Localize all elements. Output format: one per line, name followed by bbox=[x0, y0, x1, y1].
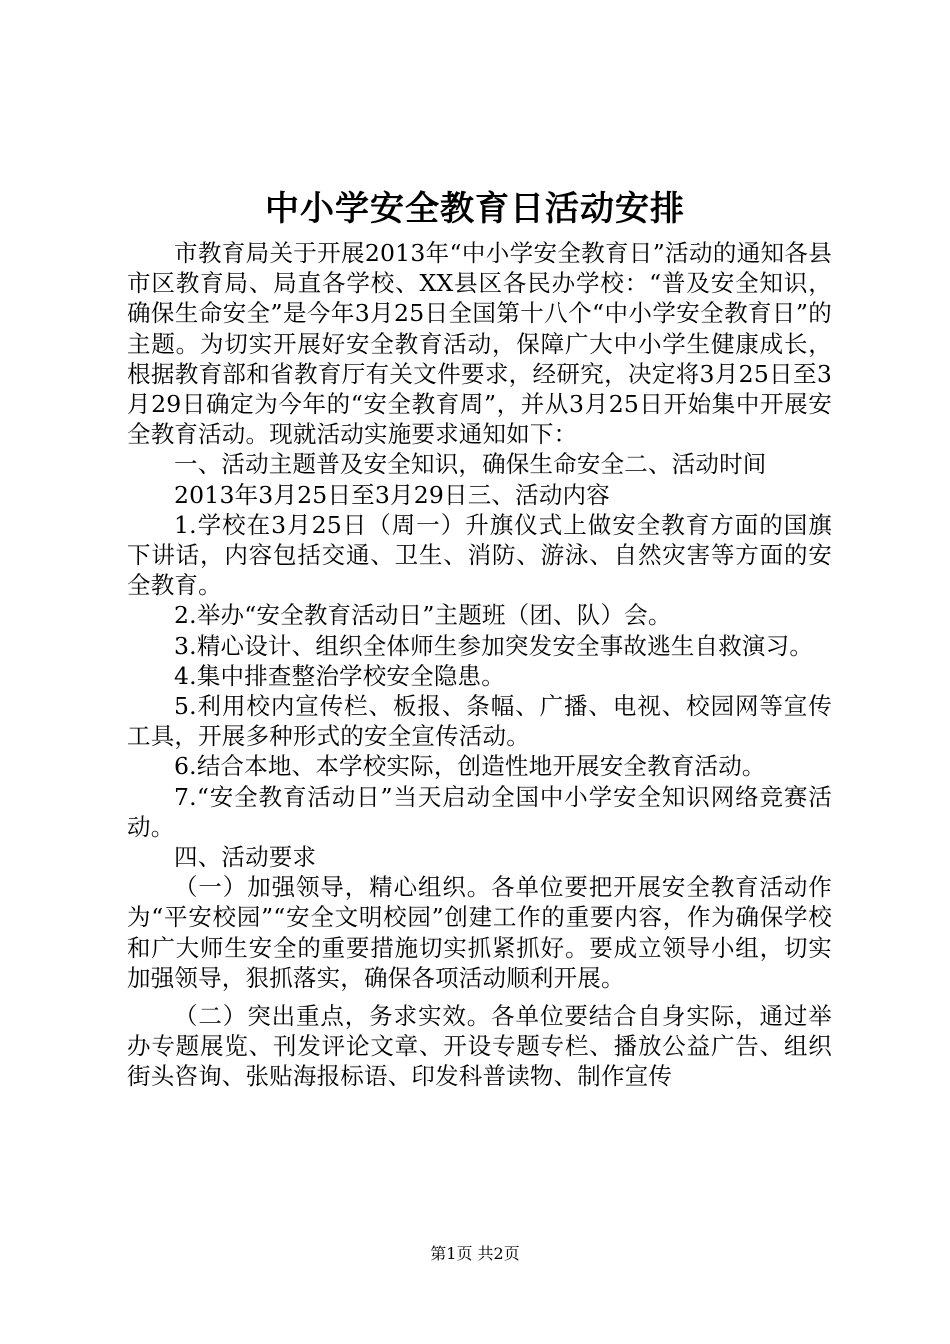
paragraph-item-7: 7.“安全教育活动日”当天启动全国中小学安全知识网络竞赛活动。 bbox=[127, 782, 832, 841]
paragraph-requirement-1: （一）加强领导，精心组织。各单位要把开展安全教育活动作为“平安校园”“安全文明校园”创建工作的重要内容，作为确保学校和广大师生安全的重要措施切实抓紧抓好。要成立领导小组，切实加强领导，狠抓落实，确保各项活动顺利开展。 bbox=[127, 873, 832, 992]
paragraph-item-2: 2.举办“安全教育活动日”主题班（团、队）会。 bbox=[174, 601, 672, 630]
paragraph-section-requirements: 四、活动要求 bbox=[174, 843, 317, 872]
document-title: 中小学安全教育日活动安排 bbox=[265, 189, 685, 229]
paragraph-intro: 市教育局关于开展2013年“中小学安全教育日”活动的通知各县市区教育局、局直各学校、XX县区各民办学校：“普及安全知识，确保生命安全”是今年3月25日全国第十八个“中小学安全教育日”的主题。为切实开展好安全教育活动，保障广大中小学生健康成长，根据教育部和省教育厅有关文件要求，经研究，决定将3月25日至3月29日确定为今年的“安全教育周”，并从3月25日开始集中开展安全教育活动。现就活动实施要求通知如下： bbox=[127, 239, 832, 449]
paragraph-dates-and-content: 2013年3月25日至3月29日三、活动内容 bbox=[174, 480, 610, 509]
page-footer: 第1页 共2页 bbox=[430, 1244, 520, 1263]
document-body bbox=[127, 238, 832, 1092]
paragraph-item-6: 6.结合本地、本学校实际，创造性地开展安全教育活动。 bbox=[174, 752, 766, 781]
paragraph-requirement-2: （二）突出重点，务求实效。各单位要结合自身实际，通过举办专题展览、刊发评论文章、开设专题专栏、播放公益广告、组织街头咨询、张贴海报标语、印发科普读物、制作宣传 bbox=[127, 1002, 832, 1091]
paragraph-item-3: 3.精心设计、组织全体师生参加突发安全事故逃生自救演习。 bbox=[174, 631, 814, 660]
paragraph-theme-and-time: 一、活动主题普及安全知识，确保生命安全二、活动时间 bbox=[174, 450, 767, 479]
paragraph-item-4: 4.集中排查整治学校安全隐患。 bbox=[174, 661, 505, 690]
paragraph-item-1: 1.学校在3月25日（周一）升旗仪式上做安全教育方面的国旗下讲话，内容包括交通、卫生、消防、游泳、自然灾害等方面的安全教育。 bbox=[127, 510, 832, 600]
paragraph-item-5: 5.利用校内宣传栏、板报、条幅、广播、电视、校园网等宣传工具，开展多种形式的安全宣传活动。 bbox=[127, 692, 832, 751]
